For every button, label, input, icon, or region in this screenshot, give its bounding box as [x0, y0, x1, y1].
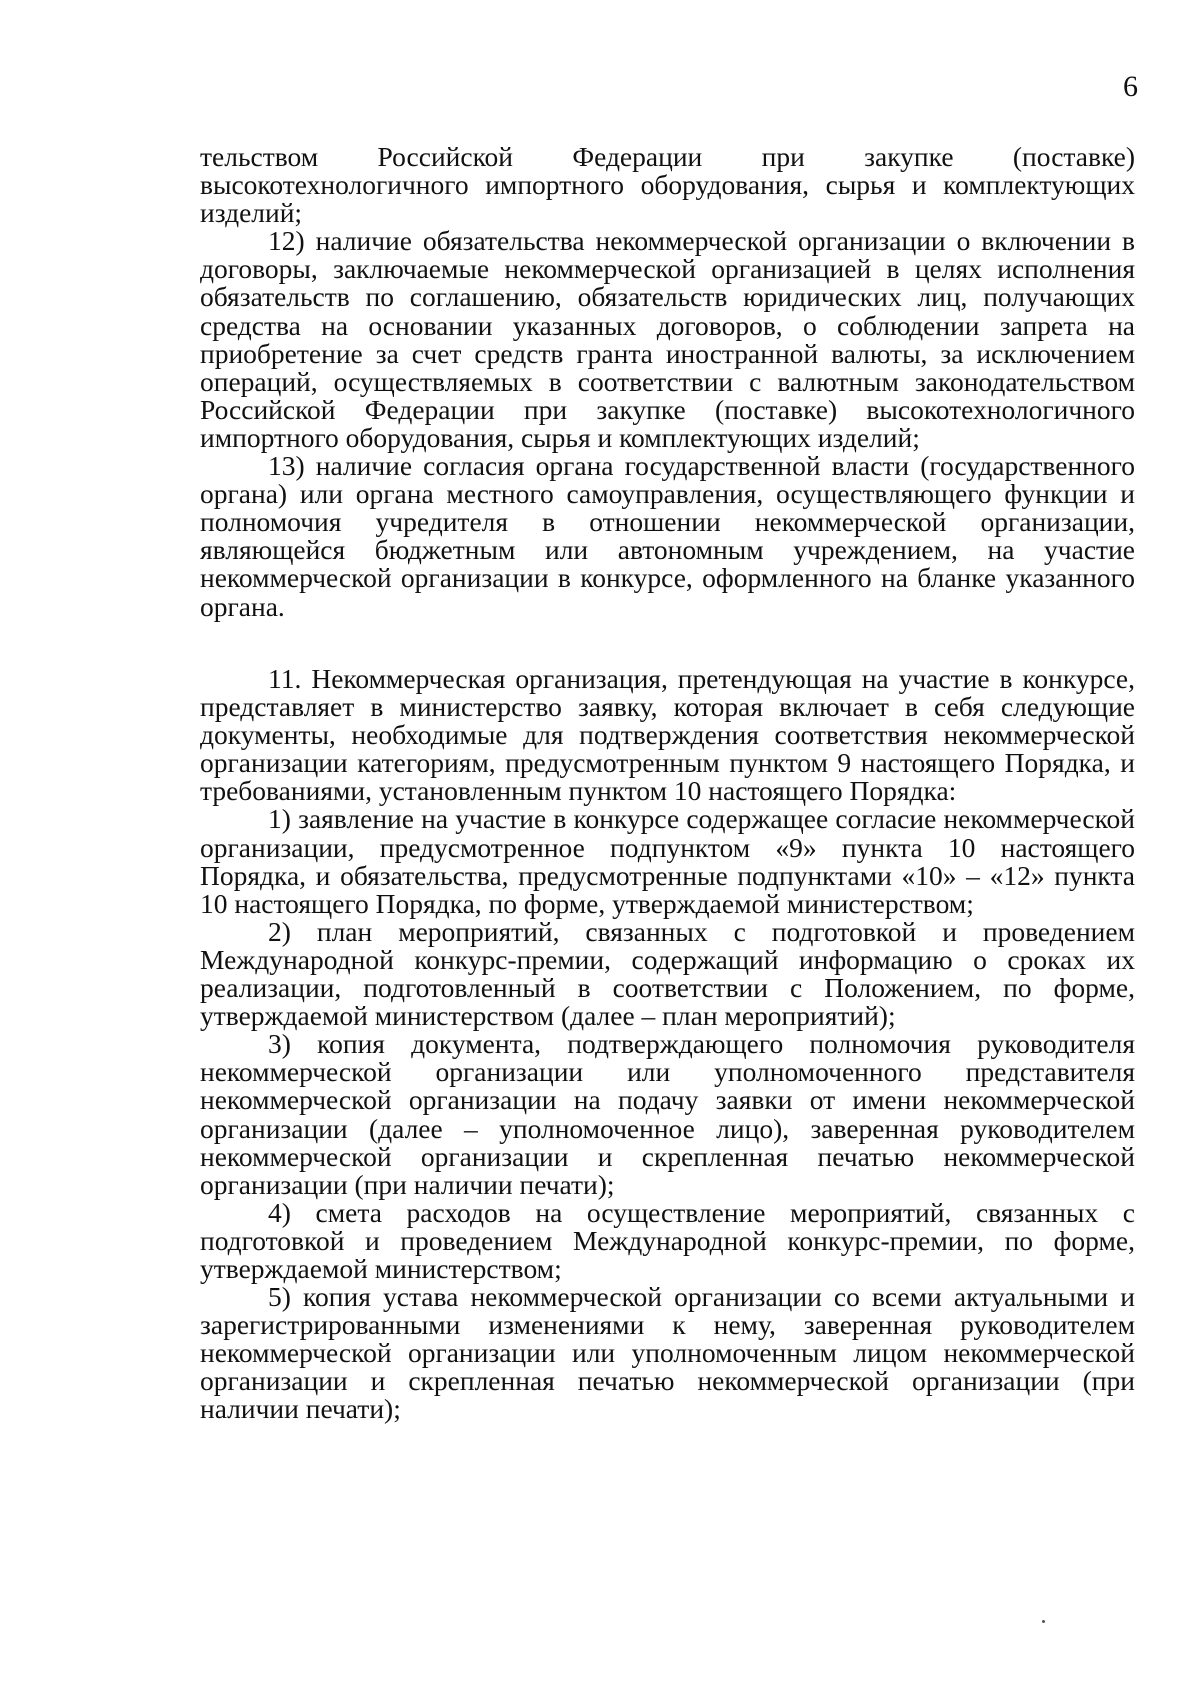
- paragraph-item-12: 12) наличие обязательства некоммерческой организации о включении в договоры, заключаемые некоммерческой организацией в целях исполнения обязательств по соглашению, обязательств юридических лиц, получающих средства на основании указанных договоров, о соблюдении запрета на приобретение за счет средств гранта иностранной валюты, за исключением операций, осуществляемых в соответствии с валютным законодательством Российской Федерации при закупке (поставке) высокотехнологичного импортного оборудования, сырья и комплектующих изделий;: [200, 225, 1135, 453]
- scan-artifact-dot: [1042, 1620, 1045, 1623]
- text-block-section-11: [200, 665, 1135, 1424]
- paragraph-item-4: 4) смета расходов на осуществление мероприятий, связанных с подготовкой и проведением Международной конкурс-премии, по форме, утверждаемой министерством;: [200, 1196, 1135, 1284]
- paragraph-item-13: 13) наличие согласия органа государственной власти (государственного органа) или органа местного самоуправления, осуществляющего функции и полномочия учредителя в отношении некоммерческой организации, являющейся бюджетным или автономным учреждением, на участие некоммерческой организации в конкурсе, оформленного на бланке указанного органа.: [200, 450, 1135, 622]
- text-block-top: [200, 143, 1135, 621]
- page-number: 6: [1123, 70, 1138, 103]
- paragraph-item-3: 3) копия документа, подтверждающего полномочия руководителя некоммерческой организации или уполномоченного представителя некоммерческой организации на подачу заявки от имени некоммерческой организации (далее – уполномоченное лицо), заверенная руководителем некоммерческой организации и скрепленная печатью некоммерческой организации (при наличии печати);: [200, 1028, 1135, 1200]
- paragraph-item-1: 1) заявление на участие в конкурсе содержащее согласие некоммерческой организации, предусмотренное подпунктом «9» пункта 10 настоящего Порядка, и обязательства, предусмотренные подпунктами «10» – «12» пункта 10 настоящего Порядка, по форме, утверждаемой министерством;: [200, 803, 1135, 919]
- paragraph-item-5: 5) копия устава некоммерческой организации со всеми актуальными и зарегистрированными изменениями к нему, заверенная руководителем некоммерческой организации или уполномоченным лицом некоммерческой организации и скрепленная печатью некоммерческой организации (при наличии печати);: [200, 1281, 1135, 1425]
- paragraph-section-11: 11. Некоммерческая организация, претендующая на участие в конкурсе, представляет в министерство заявку, которая включает в себя следующие документы, необходимые для подтверждения соответствия некоммерческой организации категориям, предусмотренным пунктом 9 настоящего Порядка, и требованиями, установленным пунктом 10 настоящего Порядка:: [200, 663, 1135, 807]
- paragraph-continuation: тельством Российской Федерации при закупке (поставке) высокотехнологичного импортного оборудования, сырья и комплектующих изделий;: [200, 141, 1135, 229]
- paragraph-item-2: 2) план мероприятий, связанных с подготовкой и проведением Международной конкурс-премии, содержащий информацию о сроках их реализации, подготовленный в соответствии с Положением, по форме, утверждаемой министерством (далее – план мероприятий);: [200, 915, 1135, 1032]
